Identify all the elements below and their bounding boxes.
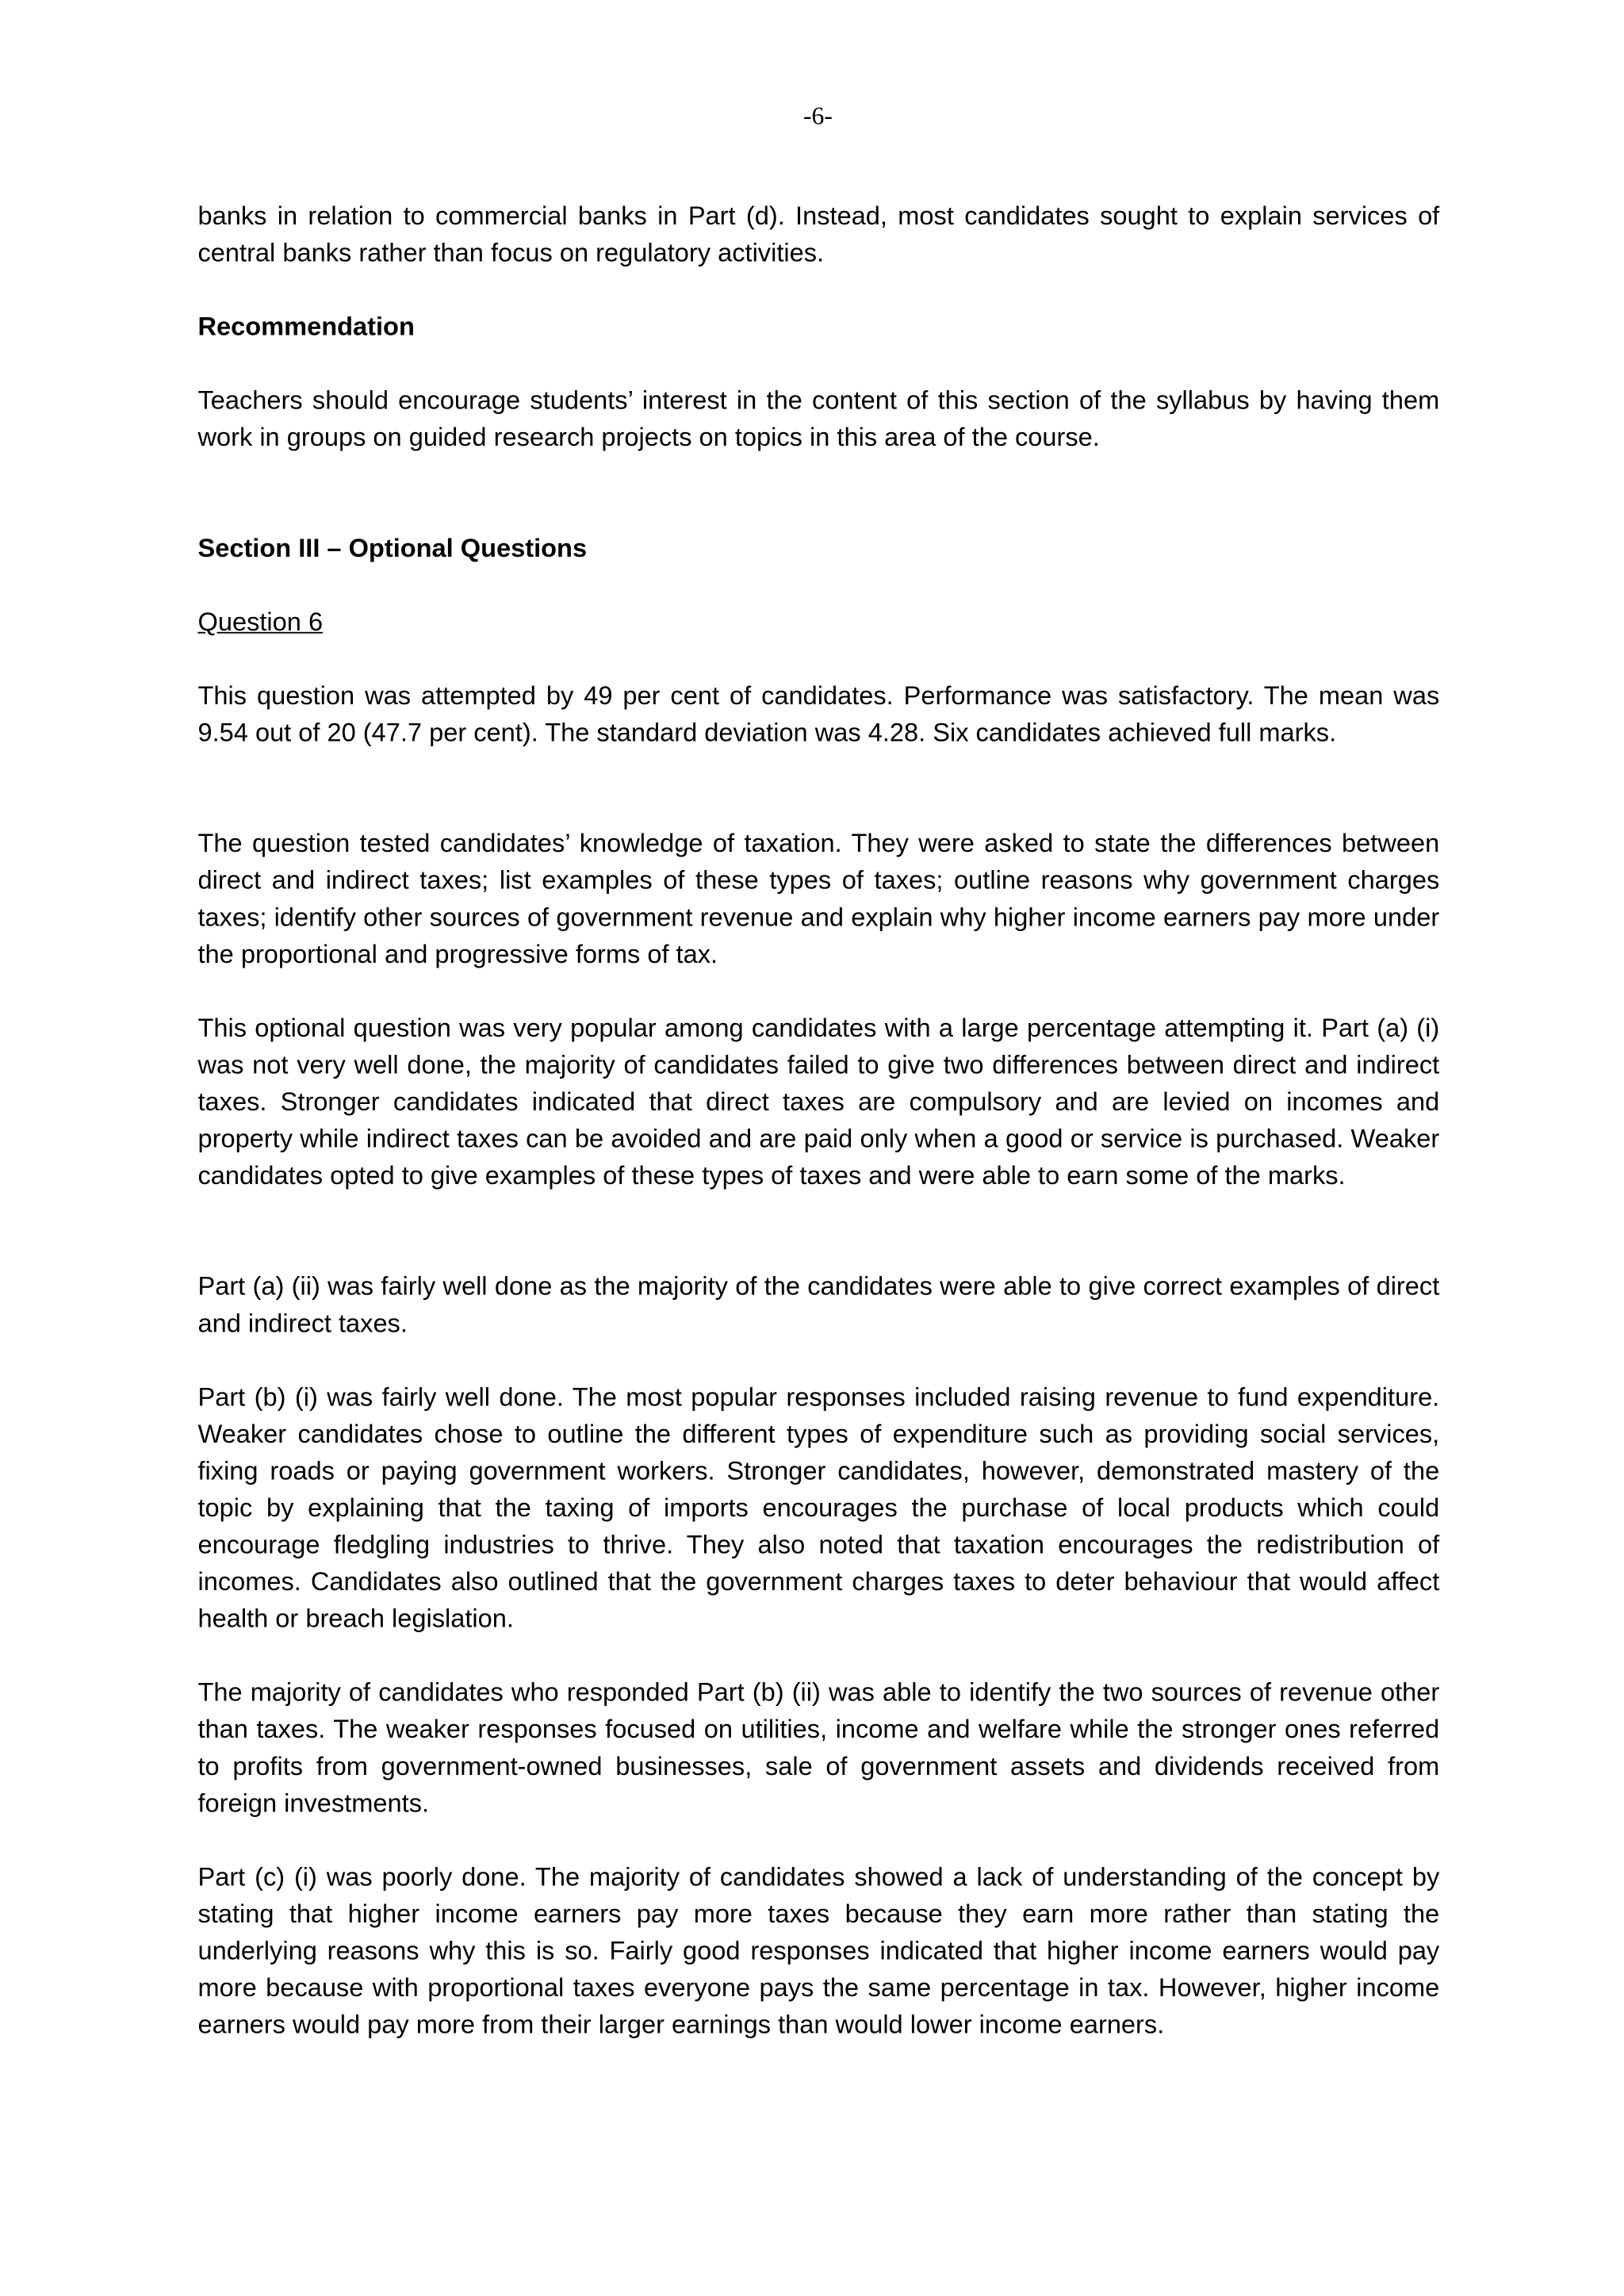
section-heading: Section III – Optional Questions [197,533,588,563]
paragraph-part-a-ii: Part (a) (ii) was fairly well done as the majority of the candidates were able to give correct examples of direct and indirect taxes. [197,1271,1440,1338]
paragraph-question-scope: The question tested candidates’ knowledge of taxation. They were asked to state the differences between direct and indirect taxes; list examples of these types of taxes; outline reasons why government charges taxes; identify other sources of government revenue and explain why higher income earners pay more under the proportional and progressive forms of tax. [197,828,1440,969]
paragraph-part-b-i: Part (b) (i) was fairly well done. The most popular responses included raising revenue to fund expenditure. Weaker candidates chose to outline the different types of expenditure such as providing social services, fixing roads or paying government workers. Stronger candidates, however, demonstrated mastery of the topic by explaining that the taxing of imports encourages the purchase of local products which could encourage fledgling industries to thrive. They also noted that taxation encourages the redistribution of incomes. Candidates also outlined that the government charges taxes to deter behaviour that would affect health or breach legislation. [197,1382,1440,1634]
recommendation-paragraph: Teachers should encourage students’ interest in the content of this section of the syllabus by having them work in groups on guided research projects on topics in this area of the course. [197,385,1440,452]
paragraph-part-b-ii: The majority of candidates who responded Part (b) (ii) was able to identify the two sources of revenue other than taxes. The weaker responses focused on utilities, income and welfare while the stronger ones referred to profits from government-owned businesses, sale of government assets and dividends received from foreign investments. [197,1677,1440,1818]
recommendation-heading: Recommendation [197,311,415,342]
paragraph-part-c-i: Part (c) (i) was poorly done. The majority of candidates showed a lack of understanding of the concept by stating that higher income earners pay more taxes because they earn more rather than stating the underlying reasons why this is so. Fairly good responses indicated that higher income earners would pay more because with proportional taxes everyone pays the same percentage in tax. However, higher income earners would pay more from their larger earnings than would lower income earners. [197,1861,1440,2040]
paragraph-performance: This question was attempted by 49 per cent of candidates. Performance was satisfactory. The mean was 9.54 out of 20 (47.7 per cent). The standard deviation was 4.28. Six candidates achieved full marks. [197,680,1440,748]
question-heading: Question 6 [197,607,324,637]
continuation-paragraph: banks in relation to commercial banks in Part (d). Instead, most candidates sought to explain services of central banks rather than focus on regulatory activities. [197,201,1440,267]
page-number: -6- [802,102,833,130]
paragraph-part-a-i: This optional question was very popular among candidates with a large percentage attempting it. Part (a) (i) was not very well done, the majority of candidates failed to give two differences between direct and indirect taxes. Stronger candidates indicated that direct taxes are compulsory and are levied on incomes and property while indirect taxes can be avoided and are paid only when a good or service is purchased. Weaker candidates opted to give examples of these types of taxes and were able to earn some of the marks. [197,1013,1440,1190]
